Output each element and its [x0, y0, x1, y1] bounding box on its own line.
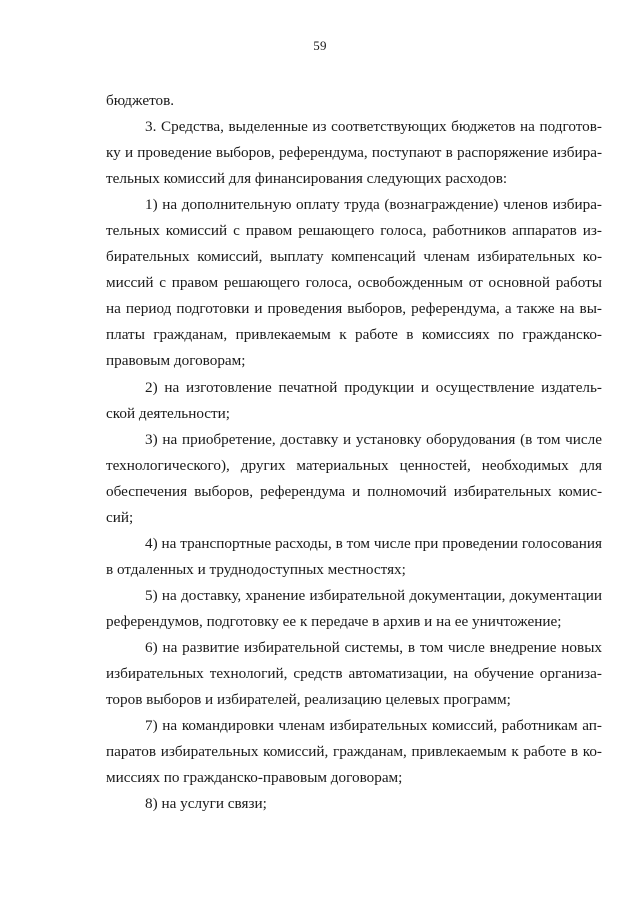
text-line: в отдаленных и труднодоступных местностях;	[106, 560, 406, 578]
text-line: 8) на услуги связи;	[145, 795, 267, 813]
text-line: 7) на командировки членам избирательных комиссий, работникам ап-	[145, 717, 602, 735]
text-line: 4) на транспортные расходы, в том числе при проведении голосования	[145, 534, 602, 552]
text-line: бюджетов.	[106, 92, 175, 109]
text-line: тельных комиссий для финансирования следующих расходов:	[106, 170, 508, 188]
text-line: 5) на доставку, хранение избирательной документации, документации	[145, 586, 602, 604]
text-line: 3) на приобретение, доставку и установку оборудования (в том числе	[145, 430, 602, 448]
page-number: 59	[313, 38, 327, 53]
text-line: миссий с правом решающего голоса, освобожденным от основной работы	[106, 274, 602, 292]
text-line: миссиях по гражданско-правовым договорам;	[106, 769, 403, 787]
text-line: референдумов, подготовку ее к передаче в архив и на ее уничтожение;	[106, 612, 562, 630]
text-line: тельных комиссий с правом решающего голоса, работников аппаратов из-	[106, 222, 602, 240]
text-line: на период подготовки и проведения выборов, референдума, а также на вы-	[106, 300, 602, 318]
document-body-text	[106, 88, 602, 817]
text-line: обеспечения выборов, референдума и полномочий избирательных комис-	[106, 482, 602, 500]
text-line: торов выборов и избирателей, реализацию целевых программ;	[106, 691, 511, 709]
text-line: 2) на изготовление печатной продукции и осуществление издатель-	[145, 378, 602, 396]
text-line: бирательных комиссий, выплату компенсаций членам избирательных ко-	[106, 248, 602, 266]
text-line: 1) на дополнительную оплату труда (вознаграждение) членов избира-	[145, 196, 602, 214]
text-line: сий;	[106, 508, 134, 526]
text-line: технологического), других материальных ценностей, необходимых для	[106, 456, 602, 474]
text-line: платы гражданам, привлекаемым к работе в комиссиях по гражданско-	[106, 326, 602, 344]
text-line: правовым договорам;	[106, 352, 246, 370]
text-line: 3. Средства, выделенные из соответствующих бюджетов на подготов-	[145, 118, 602, 136]
text-line: 6) на развитие избирательной системы, в том числе внедрение новых	[145, 638, 602, 656]
text-line: паратов избирательных комиссий, гражданам, привлекаемым к работе в ко-	[106, 743, 602, 761]
text-line: ской деятельности;	[106, 404, 231, 422]
text-line: избирательных технологий, средств автоматизации, на обучение организа-	[106, 665, 602, 683]
text-line: ку и проведение выборов, референдума, поступают в распоряжение избира-	[106, 144, 602, 162]
